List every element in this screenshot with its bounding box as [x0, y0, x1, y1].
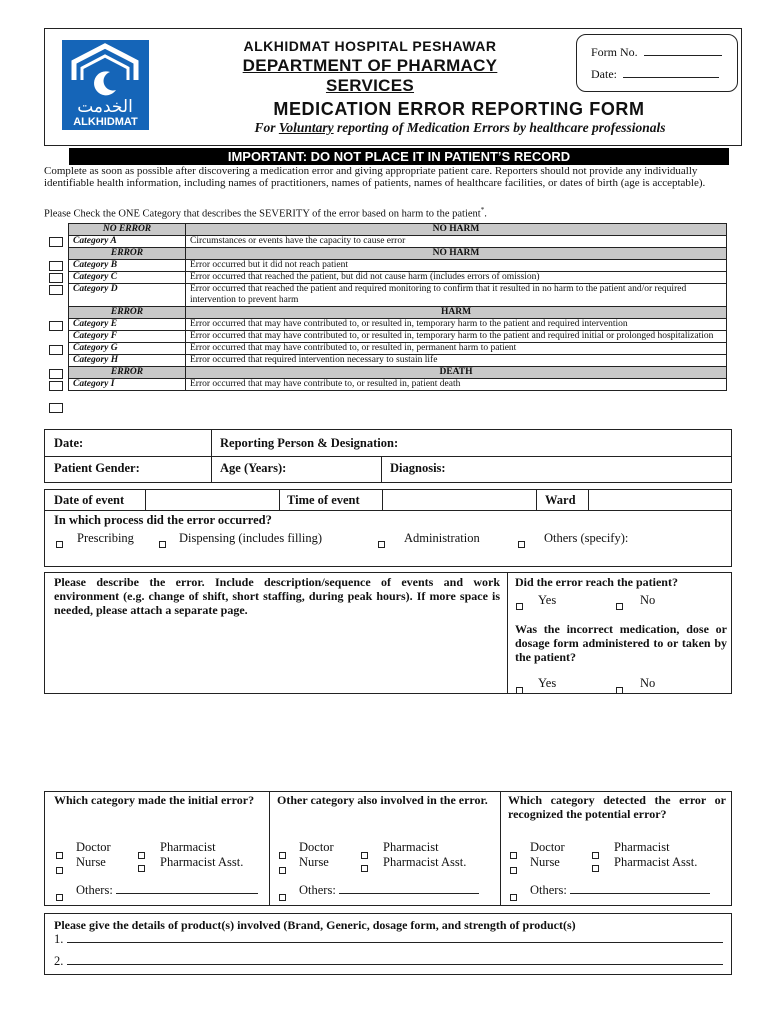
severity-table [68, 223, 727, 391]
reach-no-checkbox[interactable] [616, 603, 623, 610]
col2-pharmacist-checkbox[interactable] [361, 852, 368, 859]
administered-no-checkbox[interactable] [616, 687, 623, 694]
detected-error-question: Which category detected the error or recognized the potential error? [508, 793, 726, 821]
reach-yes-checkbox[interactable] [516, 603, 523, 610]
administered-no-label: No [640, 676, 656, 690]
others-process-checkbox[interactable] [518, 541, 525, 548]
col3-doctor-checkbox[interactable] [510, 852, 517, 859]
form-no-field[interactable] [644, 46, 722, 56]
process-question: In which process did the error occurred? [54, 513, 272, 527]
administered-yes-checkbox[interactable] [516, 687, 523, 694]
alkhidmat-logo [62, 40, 149, 130]
administration-checkbox[interactable] [378, 541, 385, 548]
patient-gender-label: Patient Gender: [54, 461, 140, 475]
col3-pharmacist-checkbox[interactable] [592, 852, 599, 859]
category-d-checkbox[interactable] [49, 285, 63, 295]
form-number-box [576, 34, 738, 92]
reach-question: Did the error reach the patient? [515, 575, 678, 589]
other-category-question: Other category also involved in the error. [277, 793, 488, 807]
severity-row: Category B Error occurred but it did not reach patient [69, 260, 727, 272]
col2-pharmacist-asst-checkbox[interactable] [361, 865, 368, 872]
date-field-label: Date: [54, 436, 84, 450]
time-of-event-label: Time of event [287, 493, 360, 507]
col3-pharmacist-asst-checkbox[interactable] [592, 865, 599, 872]
category-e-checkbox[interactable] [49, 321, 63, 331]
severity-row: Category G Error occurred that may have contributed to, or resulted in, permanent harm to patient [69, 343, 727, 355]
col1-doctor-label: Doctor [76, 840, 111, 854]
logo-script: الخدمت [77, 97, 133, 117]
col3-others: Others: [530, 883, 710, 898]
col1-nurse-label: Nurse [76, 855, 106, 869]
col2-nurse-label: Nurse [299, 855, 329, 869]
col3-doctor-label: Doctor [530, 840, 565, 854]
prescribing-option: Prescribing [77, 531, 134, 545]
col1-nurse-checkbox[interactable] [56, 867, 63, 874]
col3-nurse-checkbox[interactable] [510, 867, 517, 874]
administered-question: Was the incorrect medication, dose or dosage form administered to or taken by the patient? [515, 622, 727, 664]
col2-doctor-checkbox[interactable] [279, 852, 286, 859]
product-line-1: 1. [54, 932, 726, 947]
administration-option: Administration [404, 531, 480, 545]
col1-pharmacist-checkbox[interactable] [138, 852, 145, 859]
category-h-checkbox[interactable] [49, 381, 63, 391]
col1-pharmacist-asst-checkbox[interactable] [138, 865, 145, 872]
col1-pharmacist-label: Pharmacist [160, 840, 216, 854]
others-process-option: Others (specify): [544, 531, 629, 545]
voluntary-word: Voluntary [278, 120, 334, 135]
severity-row: Category C Error occurred that reached the patient, but did not cause harm (includes errors of omission) [69, 272, 727, 284]
severity-row: Category H Error occurred that required intervention necessary to sustain life [69, 355, 727, 367]
form-subtitle: For Voluntary reporting of Medication Errors by healthcare professionals [254, 120, 666, 135]
dispensing-checkbox[interactable] [159, 541, 166, 548]
severity-row: Category A Circumstances or events have the capacity to cause error [69, 236, 727, 248]
col3-pharmacist-asst-label: Pharmacist Asst. [614, 855, 698, 869]
reach-yes-label: Yes [538, 593, 557, 607]
col3-others-field[interactable] [570, 884, 710, 894]
date-field[interactable] [623, 68, 719, 78]
form-title: MEDICATION ERROR REPORTING FORM [273, 99, 645, 119]
severity-header-row: ERROR HARM [69, 307, 727, 319]
severity-header-row: NO ERROR NO HARM [69, 224, 727, 236]
products-prompt: Please give the details of product(s) involved (Brand, Generic, dosage form, and strength of product(s) [54, 918, 576, 932]
dispensing-option: Dispensing (includes filling) [179, 531, 323, 545]
col1-others: Others: [76, 883, 258, 898]
category-i-checkbox[interactable] [49, 403, 63, 413]
col2-others-checkbox[interactable] [279, 894, 286, 901]
reach-no-label: No [640, 593, 656, 607]
product-2-field[interactable] [67, 955, 723, 965]
severity-row: Category I Error occurred that may have contribute to, or resulted in, patient death [69, 379, 727, 391]
col2-others: Others: [299, 883, 479, 898]
event-box [44, 489, 732, 567]
diagnosis-label: Diagnosis: [390, 461, 446, 475]
prescribing-checkbox[interactable] [56, 541, 63, 548]
product-line-2: 2. [54, 954, 726, 969]
describe-prompt: Please describe the error. Include description/sequence of events and work environment (e.g. change of shift, short staffing, during peak hours). If more space is needed, please attach a separate page. [54, 575, 500, 617]
initial-error-question: Which category made the initial error? [54, 793, 255, 807]
product-1-field[interactable] [67, 933, 723, 943]
intro-text: Complete as soon as possible after discovering a medication error and giving appropriate patient care. Reporters should not provide any individually identifiable health information, including names of practitioners, names of patients, names of healthcare facilities, or dates of birth (age is acceptable). [44, 165, 706, 189]
form-no-label: Form No. [591, 45, 638, 59]
col2-others-field[interactable] [339, 884, 479, 894]
severity-row: Category D Error occurred that reached the patient and required monitoring to confirm that it resulted in no harm to the patient and/or required intervention to prevent harm [69, 284, 727, 307]
col2-pharmacist-label: Pharmacist [383, 840, 439, 854]
date-of-event-label: Date of event [54, 493, 125, 507]
col1-doctor-checkbox[interactable] [56, 852, 63, 859]
severity-header-row: ERROR NO HARM [69, 248, 727, 260]
ward-label: Ward [545, 493, 576, 507]
date-label: Date: [591, 67, 617, 81]
logo-text: ALKHIDMAT [73, 116, 138, 128]
col1-others-checkbox[interactable] [56, 894, 63, 901]
severity-row: Category E Error occurred that may have contributed to, or resulted in, temporary harm to the patient and required intervention [69, 319, 727, 331]
category-f-checkbox[interactable] [49, 345, 63, 355]
col3-others-checkbox[interactable] [510, 894, 517, 901]
col2-doctor-label: Doctor [299, 840, 334, 854]
col3-pharmacist-label: Pharmacist [614, 840, 670, 854]
category-b-checkbox[interactable] [49, 261, 63, 271]
severity-header-row: ERROR DEATH [69, 367, 727, 379]
category-a-checkbox[interactable] [49, 237, 63, 247]
reporting-person-label: Reporting Person & Designation: [220, 436, 399, 450]
col3-nurse-label: Nurse [530, 855, 560, 869]
severity-instruction: Please Check the ONE Category that describes the SEVERITY of the error based on harm to the patient*. [44, 206, 487, 220]
age-label: Age (Years): [220, 461, 287, 475]
category-g-checkbox[interactable] [49, 369, 63, 379]
administered-yes-label: Yes [538, 676, 557, 690]
category-c-checkbox[interactable] [49, 273, 63, 283]
hospital-name: ALKHIDMAT HOSPITAL PESHAWAR [243, 38, 497, 54]
important-banner: IMPORTANT: DO NOT PLACE IT IN PATIENT’S RECORD [69, 148, 729, 165]
col1-others-field[interactable] [116, 884, 258, 894]
col2-nurse-checkbox[interactable] [279, 867, 286, 874]
department-name: DEPARTMENT OF PHARMACY SERVICES [242, 56, 498, 95]
col1-pharmacist-asst-label: Pharmacist Asst. [160, 855, 244, 869]
col2-pharmacist-asst-label: Pharmacist Asst. [383, 855, 467, 869]
severity-row: Category F Error occurred that may have contributed to, or resulted in, temporary harm to the patient and required initial or prolonged hospitalization [69, 331, 727, 343]
